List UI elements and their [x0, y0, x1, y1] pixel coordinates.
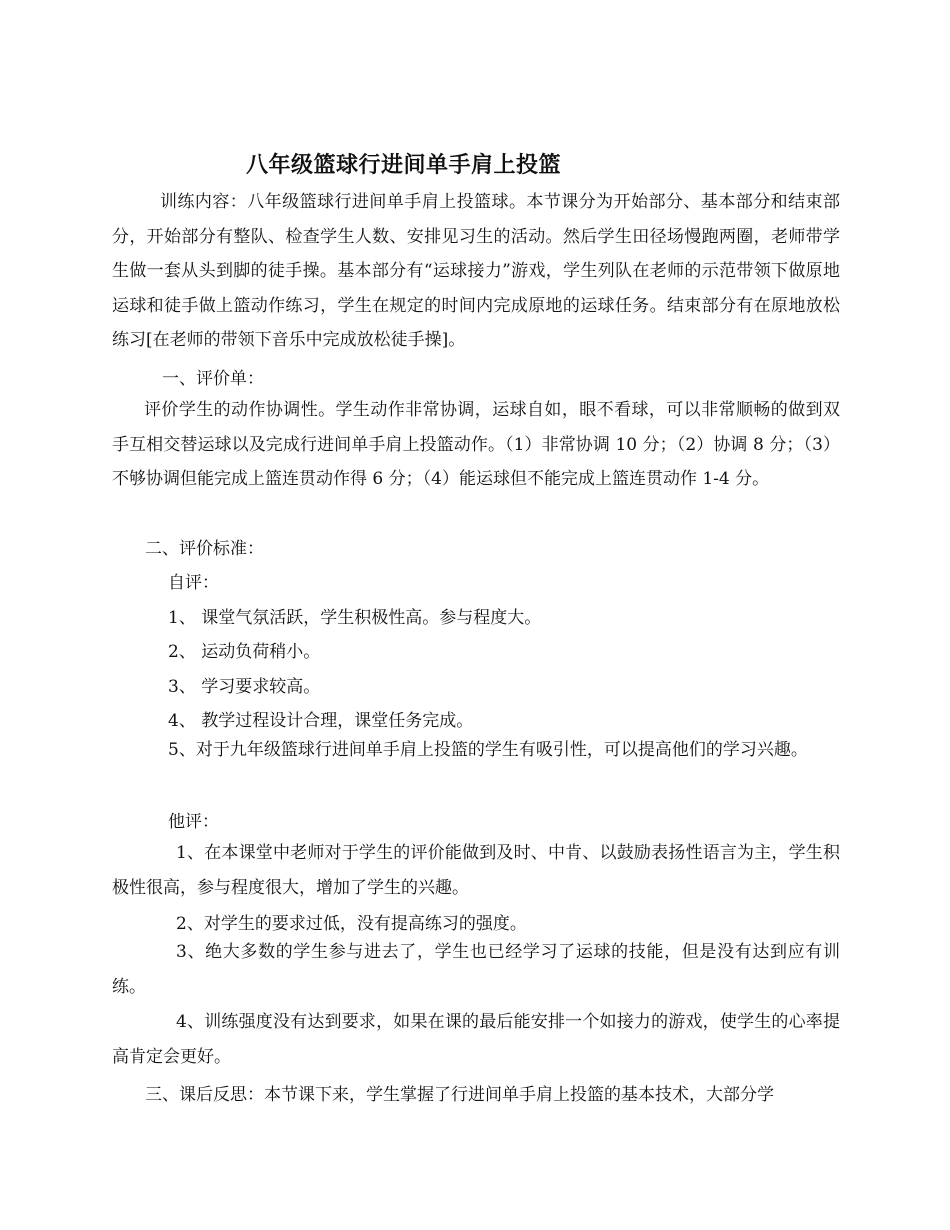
other-eval-heading: 他评：	[168, 812, 219, 832]
self-eval-item-5: 5、对于九年级篮球行进间单手肩上投篮的学生有吸引性，可以提高他们的学习兴趣。	[168, 740, 808, 760]
other-eval-item-2: 2、对学生的要求过低，没有提高练习的强度。	[176, 914, 527, 934]
section2-heading: 二、评价标准：	[145, 539, 264, 559]
other-eval-item-1: 1、在本课堂中老师对于学生的评价能做到及时、中肯、以鼓励表扬性语言为主，学生积极性很高，参与程度很大，增加了学生的兴趣。	[112, 843, 840, 898]
self-eval-item-2: 2、 运动负荷稍小。	[168, 642, 321, 662]
self-eval-item-1: 1、 课堂气氛活跃，学生积极性高。参与程度大。	[168, 608, 542, 628]
intro-paragraph: 训练内容：八年级篮球行进间单手肩上投篮球。本节课分为开始部分、基本部分和结束部分，开始部分有整队、检查学生人数、安排见习生的活动。然后学生田径场慢跑两圈，老师带学生做一套从头到脚的徒手操。基本部分有“运球接力”游戏，学生列队在老师的示范带领下做原地运球和徒手做上篮动作练习，学生在规定的时间内完成原地的运球任务。结束部分有在原地放松练习[在老师的带领下音乐中完成放松徒手操]。	[112, 192, 840, 350]
section3-reflection: 三、课后反思：本节课下来，学生掌握了行进间单手肩上投篮的基本技术，大部分学	[145, 1085, 774, 1105]
other-eval-item-4: 4、训练强度没有达到要求，如果在课的最后能安排一个如接力的游戏，使学生的心率提高肯定会更好。	[112, 1012, 840, 1067]
document-title: 八年级篮球行进间单手肩上投篮	[246, 152, 562, 178]
self-eval-heading: 自评：	[168, 573, 219, 593]
section1-heading: 一、评价单：	[162, 369, 264, 389]
other-eval-item-3: 3、绝大多数的学生参与进去了，学生也已经学习了运球的技能，但是没有达到应有训练。	[112, 942, 840, 997]
self-eval-item-4: 4、 教学过程设计合理，课堂任务完成。	[168, 711, 474, 731]
section1-body: 评价学生的动作协调性。学生动作非常协调，运球自如，眼不看球，可以非常顺畅的做到双手互相交替运球以及完成行进间单手肩上投篮动作。（1）非常协调 10 分；（2）协调 8 分；（3）不够协调但能完成上篮连贯动作得 6 分；（4）能运球但不能完成上篮连贯动作 1-4 分。	[112, 400, 840, 489]
self-eval-item-3: 3、 学习要求较高。	[168, 677, 321, 697]
